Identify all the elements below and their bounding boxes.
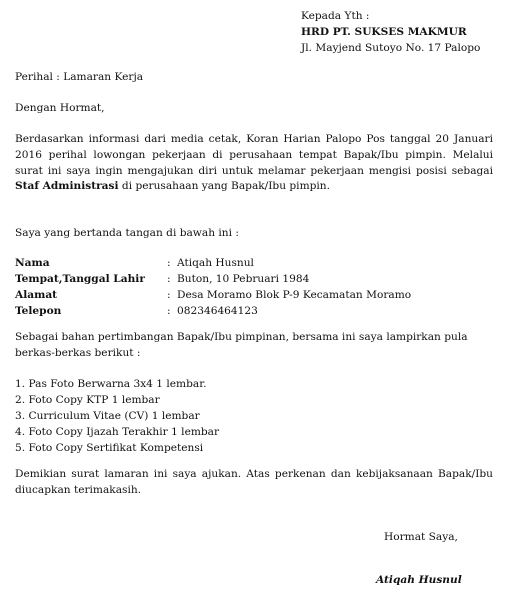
identity-separator: : [167,257,171,269]
identity-row-address [15,288,411,304]
list-item: 1. Pas Foto Berwarna 3x4 1 lembar. [15,378,207,390]
recipient-greeting: Kepada Yth : [301,10,370,22]
identity-row-phone [15,304,411,320]
identity-separator: : [167,305,171,317]
identity-value: Atiqah Husnul [177,257,254,269]
intro-text-before: Berdasarkan informasi dari media cetak, Koran Harian Palopo Pos tanggal 20 Januari 2016 perihal lowongan pekerjaan di perusahaan tempat Bapak/Ibu pimpin. Melalui surat ini saya ingin mengajukan diri untuk melamar pekerjaan mengisi posisi sebagai [15,133,493,177]
recipient-block [301,9,501,56]
closing-salutation: Hormat Saya, [384,531,458,543]
identity-separator: : [167,289,171,301]
identity-label: Alamat [15,289,58,301]
closing-paragraph: Demikian surat lamaran ini saya ajukan. Atas perkenan dan kebijaksanaan Bapak/Ibu diucapkan terimakasih. [15,468,493,496]
list-item: 2. Foto Copy KTP 1 lembar [15,394,160,406]
attachments-intro: Sebagai bahan pertimbangan Bapak/Ibu pimpinan, bersama ini saya lampirkan pula berkas-berkas berikut : [15,331,468,359]
identity-value: Buton, 10 Pebruari 1984 [177,273,310,285]
list-item: 3. Curriculum Vitae (CV) 1 lembar [15,410,200,422]
identity-row-birth [15,272,411,288]
list-item: 4. Foto Copy Ijazah Terakhir 1 lembar [15,426,220,438]
identity-row-name [15,256,411,272]
identity-value: Desa Moramo Blok P-9 Kecamatan Moramo [177,289,412,301]
recipient-address: Jl. Mayjend Sutoyo No. 17 Palopo [301,41,481,54]
intro-position: Staf Administrasi [15,180,119,193]
intro-paragraph [15,132,493,195]
identity-table [15,256,411,320]
identity-label: Nama [15,257,50,269]
salutation: Dengan Hormat, [15,102,105,114]
identity-label: Tempat,Tanggal Lahir [15,273,145,285]
intro-text-after: di perusahaan yang Bapak/Ibu pimpin. [118,180,330,193]
subject-line: Perihal : Lamaran Kerja [15,71,144,83]
identity-value: 082346464123 [177,305,258,317]
identity-separator: : [167,273,171,285]
attachments-list [15,377,219,457]
identity-label: Telepon [15,305,62,317]
list-item: 5. Foto Copy Sertifikat Kompetensi [15,442,204,454]
signer-name: Atiqah Husnul [376,574,462,586]
identity-intro: Saya yang bertanda tangan di bawah ini : [15,227,239,239]
recipient-company: HRD PT. SUKSES MAKMUR [301,25,467,38]
